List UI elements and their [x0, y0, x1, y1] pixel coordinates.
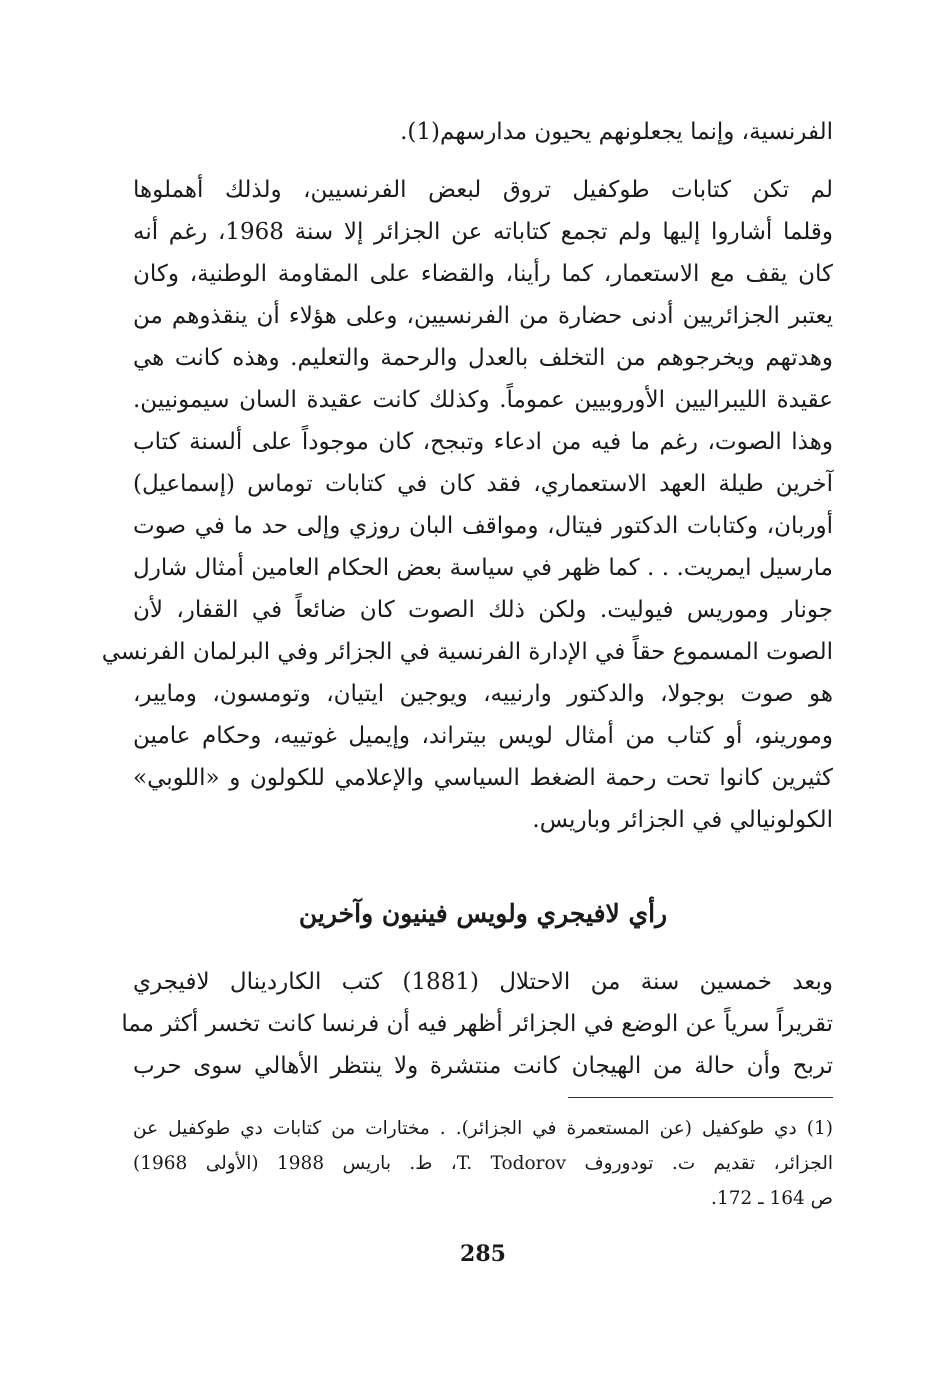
text-line-content: لم تكن كتابات طوكفيل تروق لبعض الفرنسيين، ولذلك أهملوها	[133, 177, 833, 203]
text-line	[133, 674, 833, 714]
text-line	[133, 112, 833, 152]
book-page	[101, 0, 833, 1374]
text-line-content: كثيرين كانوا تحت رحمة الضغط السياسي والإعلامي للكولون و «اللوبي»	[133, 765, 833, 791]
text-line-content: مارسيل ايمريت. . . كما ظهر في سياسة بعض الحكام العامين أمثال شارل	[133, 555, 833, 581]
text-line-content: ومورينو، أو كتاب من أمثال لويس بيتراند، وإيميل غوتييه، وحكام عامين	[133, 723, 833, 749]
footnote-line-content: ص 164 ـ 172.	[711, 1188, 833, 1209]
text-line	[133, 212, 833, 252]
text-line-content: جونار وموريس فيوليت. ولكن ذلك الصوت كان ضائعاً في القفار، لأن	[133, 597, 833, 623]
text-line	[133, 758, 833, 798]
text-line-content: وبعد خمسين سنة من الاحتلال (1881) كتب الكاردينال لافيجري	[133, 969, 833, 995]
footnote-separator	[568, 1097, 833, 1098]
text-line-content: وقلما أشاروا إليها ولم تجمع كتاباته عن الجزائر إلا سنة 1968، رغم أنه	[133, 219, 833, 245]
text-line	[133, 464, 833, 504]
text-line-content: عقيدة الليبراليين الأوروبيين عموماً. وكذلك كانت عقيدة السان سيمونيين.	[133, 387, 833, 413]
text-line-content: الكولونيالي في الجزائر وباريس.	[532, 807, 833, 833]
footnote-line-content: (1) دي طوكفيل (عن المستعمرة في الجزائر). . مختارات من كتابات دي طوكفيل عن	[133, 1118, 833, 1139]
text-line	[133, 548, 833, 588]
text-line-content: أوربان، وكتابات الدكتور فيتال، ومواقف البان روزي وإلى حد ما في صوت	[133, 513, 833, 539]
text-line-content: وهذا الصوت، رغم ما فيه من ادعاء وتبجح، كان موجوداً على ألسنة كتاب	[133, 429, 833, 455]
text-line	[133, 254, 833, 294]
text-line	[133, 590, 833, 630]
text-line-content: وهدتهم ويخرجوهم من التخلف بالعدل والرحمة والتعليم. وهذه كانت هي	[133, 345, 833, 371]
text-line	[133, 506, 833, 546]
text-line-content: هو صوت بوجولا، والدكتور وارنييه، ويوجين ايتيان، وتومسون، ومايير،	[133, 681, 833, 707]
text-line	[133, 338, 833, 378]
text-line-content: يعتبر الجزائريين أدنى حضارة من الفرنسيين، وعلى هؤلاء أن ينقذوهم من	[133, 303, 833, 329]
footnote-line	[133, 1113, 833, 1145]
text-line	[133, 1046, 833, 1086]
text-line	[133, 800, 833, 840]
text-line	[133, 422, 833, 462]
text-line-content: كان يقف مع الاستعمار، كما رأينا، والقضاء على المقاومة الوطنية، وكان	[133, 261, 833, 287]
text-line	[133, 170, 833, 210]
text-line	[121, 1004, 833, 1044]
page-number: 285	[460, 1241, 506, 1267]
text-line	[101, 632, 833, 672]
section-heading: رأي لافيجري ولويس فينيون وآخرين	[298, 899, 668, 928]
text-line-content: الصوت المسموع حقاً في الإدارة الفرنسية في الجزائر وفي البرلمان الفرنسي	[101, 639, 833, 665]
text-line-content: آخرين طيلة العهد الاستعماري، فقد كان في كتابات توماس (إسماعيل)	[133, 471, 833, 497]
text-line	[133, 716, 833, 756]
text-line-content: الفرنسية، وإنما يجعلونهم يحيون مدارسهم(1).	[400, 119, 833, 145]
text-line	[133, 380, 833, 420]
footnote-line-content: الجزائر، تقديم ت. تودوروف T. Todorov، ط. باريس 1988 (الأولى 1968)	[133, 1153, 833, 1174]
text-line	[133, 296, 833, 336]
footnote-line	[133, 1148, 833, 1180]
text-line	[133, 962, 833, 1002]
footnote-line	[133, 1183, 833, 1215]
text-line-content: تقريراً سرياً عن الوضع في الجزائر أظهر فيه أن فرنسا كانت تخسر أكثر مما	[121, 1011, 833, 1037]
text-line-content: تربح وأن حالة من الهيجان كانت منتشرة ولا ينتظر الأهالي سوى حرب	[133, 1053, 833, 1079]
